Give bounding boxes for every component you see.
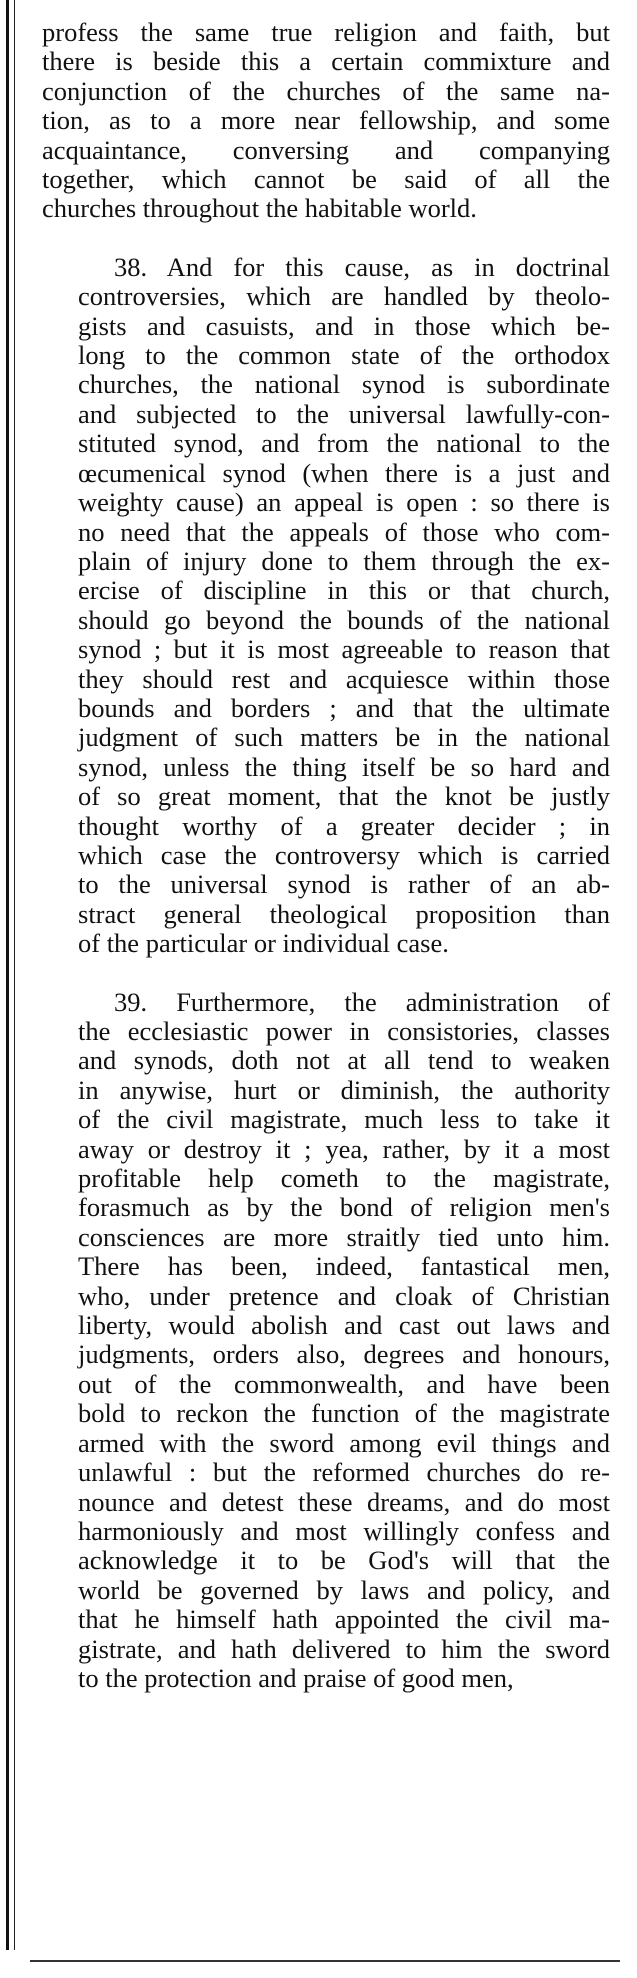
text-line: 38. And for this cause, as in doctrinal	[114, 251, 610, 282]
text-line: that he himself hath appointed the civil ma-	[78, 1604, 610, 1635]
text-line: together, which cannot be said of all the	[42, 164, 610, 195]
text-line: which case the controversy which is carried	[78, 839, 610, 870]
text-line: weighty cause) an appeal is open : so there is	[78, 487, 610, 518]
text-line: out of the commonwealth, and have been	[78, 1368, 610, 1399]
paragraph-p39	[42, 988, 610, 1694]
text-line: to the protection and praise of good men,	[78, 1662, 514, 1693]
text-line: ercise of discipline in this or that church,	[78, 575, 610, 606]
text-line: long to the common state of the orthodox	[78, 340, 610, 371]
text-line: judgments, orders also, degrees and honours,	[78, 1339, 610, 1370]
text-line: there is beside this a certain commixture and	[42, 46, 610, 77]
document-page	[42, 18, 610, 1693]
text-line: gists and casuists, and in those which be-	[78, 310, 610, 341]
text-line: There has been, indeed, fantastical men,	[78, 1251, 610, 1282]
text-line: plain of injury done to them through the ex-	[78, 545, 610, 576]
text-line: world be governed by laws and policy, and	[78, 1574, 610, 1605]
text-line: acknowledge it to be God's will that the	[78, 1545, 610, 1576]
text-line: away or destroy it ; yea, rather, by it a most	[78, 1133, 610, 1164]
text-line: and subjected to the universal lawfully-con-	[78, 398, 610, 429]
text-line: harmoniously and most willingly confess and	[78, 1515, 610, 1546]
text-line: nounce and detest these dreams, and do most	[78, 1486, 610, 1517]
text-line: consciences are more straitly tied unto him.	[78, 1221, 610, 1252]
text-line: of the particular or individual case.	[78, 928, 449, 959]
text-line: profitable help cometh to the magistrate,	[78, 1163, 610, 1194]
text-line: who, under pretence and cloak of Christian	[78, 1280, 610, 1311]
paragraph-p37-tail	[42, 18, 610, 224]
text-line: of so great moment, that the knot be justly	[78, 781, 610, 812]
text-line: and synods, doth not at all tend to weaken	[78, 1045, 610, 1076]
page-margin-rule-thin	[14, 0, 15, 1950]
text-line: liberty, would abolish and cast out laws and	[78, 1310, 610, 1341]
text-line: thought worthy of a greater decider ; in	[78, 810, 610, 841]
text-line: churches throughout the habitable world.	[42, 193, 477, 224]
text-line: no need that the appeals of those who com-	[78, 516, 610, 547]
text-line: synod, unless the thing itself be so hard and	[78, 751, 610, 782]
text-line: judgment of such matters be in the national	[78, 722, 610, 753]
text-line: tion, as to a more near fellowship, and some	[42, 105, 610, 136]
text-line: in anywise, hurt or diminish, the authority	[78, 1074, 610, 1105]
text-line: should go beyond the bounds of the national	[78, 604, 610, 635]
text-line: controversies, which are handled by theolo-	[78, 281, 610, 312]
page-margin-rule-thick	[6, 0, 9, 1950]
text-line: 39. Furthermore, the administration of	[114, 986, 610, 1017]
text-line: the ecclesiastic power in consistories, classes	[78, 1016, 610, 1046]
text-line: gistrate, and hath delivered to him the sword	[78, 1633, 610, 1664]
text-line: unlawful : but the reformed churches do re-	[78, 1457, 610, 1488]
paragraph-p38	[42, 253, 610, 959]
text-line: armed with the sword among evil things and	[78, 1427, 610, 1458]
text-line: profess the same true religion and faith, but	[42, 17, 610, 47]
text-line: conjunction of the churches of the same na-	[42, 75, 610, 106]
text-line: acquaintance, conversing and companying	[42, 134, 610, 165]
page-bottom-rule	[30, 1960, 620, 1962]
text-line: stract general theological proposition than	[78, 898, 610, 929]
text-line: synod ; but it is most agreeable to reason that	[78, 634, 610, 665]
text-line: forasmuch as by the bond of religion men's	[78, 1192, 610, 1223]
text-line: churches, the national synod is subordinate	[78, 369, 610, 400]
text-line: they should rest and acquiesce within those	[78, 663, 610, 694]
text-line: stituted synod, and from the national to the	[78, 428, 610, 459]
text-line: of the civil magistrate, much less to take it	[78, 1104, 610, 1135]
text-line: to the universal synod is rather of an ab-	[78, 869, 610, 900]
text-line: bounds and borders ; and that the ultimate	[78, 692, 610, 723]
text-line: œcumenical synod (when there is a just and	[78, 457, 610, 488]
text-line: bold to reckon the function of the magistrate	[78, 1398, 610, 1429]
